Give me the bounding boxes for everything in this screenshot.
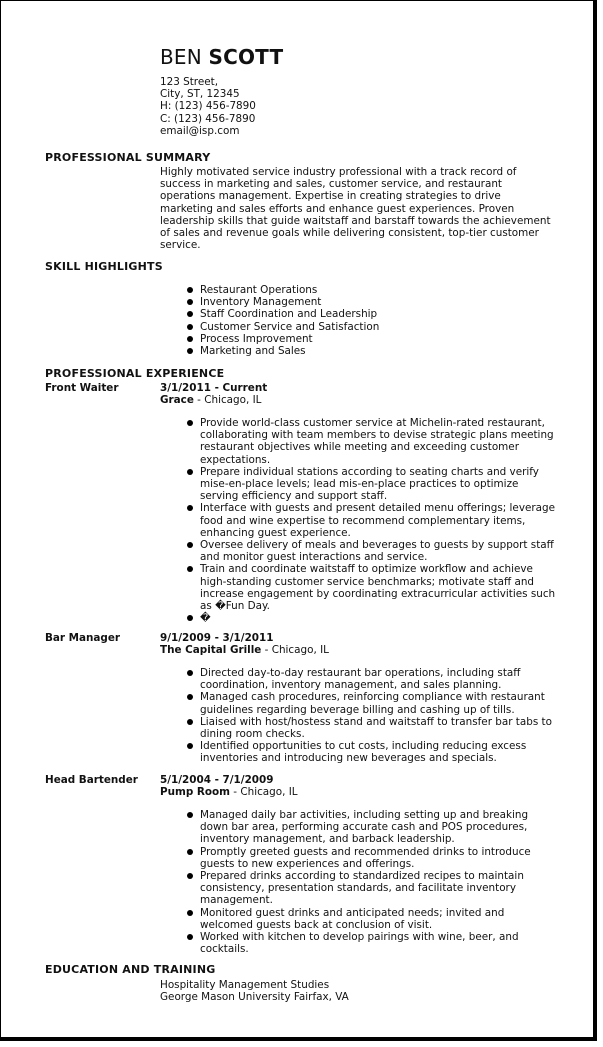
- list-item: Promptly greeted guests and recommended drinks to introduce guests to new experiences and offerings.: [181, 846, 556, 870]
- job-bullets: [181, 667, 556, 765]
- list-item: Identified opportunities to cut costs, including reducing excess inventories and introducing new beverages and specials.: [181, 740, 556, 764]
- bullet-icon: [187, 311, 193, 317]
- list-item: Liaised with host/hostess stand and waitstaff to transfer bar tabs to dining room checks.: [181, 716, 556, 740]
- list-item: Inventory Management: [181, 296, 379, 308]
- summary-text: Highly motivated service industry professional with a track record of success in marketing and sales, customer service, and restaurant operations management. Expertise in creating strategies to drive marketing and sales efforts and enhance guest experiences. Proven leadership skills that guide waitstaff and barstaff towards the achievement of sales and revenue goals while delivering consistent, top-tier customer service.: [160, 166, 551, 252]
- list-item: Monitored guest drinks and anticipated needs; invited and welcomed guests back at conclusion of visit.: [181, 907, 556, 931]
- job-dates: 5/1/2004 - 7/1/2009: [160, 774, 274, 786]
- bullet-icon: [187, 348, 193, 354]
- bullet-icon: [187, 336, 193, 342]
- list-item: Marketing and Sales: [181, 345, 379, 357]
- bullet-icon: [187, 420, 193, 426]
- candidate-name: [160, 45, 283, 69]
- list-item: Prepared drinks according to standardized recipes to maintain consistency, presentation standards, and facilitate inventory management.: [181, 870, 556, 907]
- first-name: BEN: [160, 45, 202, 69]
- company-name: Pump Room: [160, 786, 230, 798]
- bullet-icon: [187, 542, 193, 548]
- last-name: SCOTT: [208, 45, 284, 69]
- bullet-icon: [187, 299, 193, 305]
- bullet-icon: [187, 934, 193, 940]
- education-block: [160, 979, 349, 1003]
- contact-city: City, ST, 12345: [160, 88, 240, 101]
- bullet-icon: [187, 743, 193, 749]
- list-item: Managed daily bar activities, including setting up and breaking down bar area, performing accurate cash and POS procedures, inventory management, and barback leadership.: [181, 809, 556, 846]
- list-item: Train and coordinate waitstaff to optimize workflow and achieve high-standing customer service benchmarks; motivate staff and increase engagement by coordinating extracurricular activities such as �Fun Day.: [181, 563, 556, 612]
- bullet-icon: [187, 719, 193, 725]
- bullet-icon: [187, 505, 193, 511]
- list-item: Provide world-class customer service at Michelin-rated restaurant, collaborating with team members to devise strategic plans meeting restaurant objectives while meeting and exceeding customer expectations.: [181, 417, 556, 466]
- bullet-icon: [187, 566, 193, 572]
- list-item: �: [181, 612, 556, 624]
- job-company: [160, 394, 261, 406]
- company-location: - Chicago, IL: [230, 786, 298, 798]
- job-title: Bar Manager: [45, 632, 121, 644]
- summary-heading: PROFESSIONAL SUMMARY: [45, 151, 211, 164]
- list-item: Managed cash procedures, reinforcing compliance with restaurant guidelines regarding beverage billing and cashing up of tills.: [181, 691, 556, 715]
- bullet-icon: [187, 849, 193, 855]
- list-item: Oversee delivery of meals and beverages to guests by support staff and monitor guest interactions and service.: [181, 539, 556, 563]
- bullet-icon: [187, 910, 193, 916]
- skills-heading: SKILL HIGHLIGHTS: [45, 260, 163, 273]
- bullet-icon: [187, 812, 193, 818]
- list-item: Process Improvement: [181, 333, 379, 345]
- contact-home-phone: H: (123) 456-7890: [160, 100, 256, 113]
- company-name: Grace: [160, 394, 194, 406]
- education-heading: EDUCATION AND TRAINING: [45, 963, 216, 976]
- education-program: Hospitality Management Studies: [160, 979, 330, 991]
- job-title: Head Bartender: [45, 774, 138, 786]
- list-item: Customer Service and Satisfaction: [181, 321, 379, 333]
- job-bullets: [181, 809, 556, 955]
- contact-block: [160, 76, 256, 137]
- job-title: Front Waiter: [45, 382, 119, 394]
- list-item: Prepare individual stations according to seating charts and verify mise-en-place levels; lead mis-en-place practices to optimize serving efficiency and support staff.: [181, 466, 556, 503]
- bullet-icon: [187, 670, 193, 676]
- list-item: Staff Coordination and Leadership: [181, 308, 379, 320]
- education-school: George Mason University Fairfax, VA: [160, 991, 349, 1004]
- contact-street: 123 Street,: [160, 76, 219, 88]
- experience-heading: PROFESSIONAL EXPERIENCE: [45, 367, 225, 380]
- contact-cell-phone: C: (123) 456-7890: [160, 112, 256, 125]
- job-bullets: [181, 417, 556, 624]
- company-location: - Chicago, IL: [261, 644, 329, 656]
- bullet-icon: [187, 324, 193, 330]
- list-item: Restaurant Operations: [181, 284, 379, 296]
- bullet-icon: [187, 287, 193, 293]
- job-dates: 3/1/2011 - Current: [160, 382, 268, 394]
- list-item: Directed day-to-day restaurant bar operations, including staff coordination, inventory management, and sales planning.: [181, 667, 556, 691]
- list-item: Worked with kitchen to develop pairings with wine, beer, and cocktails.: [181, 931, 556, 955]
- job-dates: 9/1/2009 - 3/1/2011: [160, 632, 274, 644]
- list-item: Interface with guests and present detailed menu offerings; leverage food and wine expertise to recommend complementary items, enhancing guest experience.: [181, 502, 556, 539]
- job-company: [160, 786, 298, 798]
- bullet-icon: [187, 469, 193, 475]
- bullet-icon: [187, 873, 193, 879]
- contact-email: email@isp.com: [160, 124, 240, 137]
- bullet-icon: [187, 615, 193, 621]
- job-company: [160, 644, 329, 656]
- bullet-icon: [187, 694, 193, 700]
- skills-list: [181, 284, 379, 357]
- company-location: - Chicago, IL: [193, 394, 262, 406]
- company-name: The Capital Grille: [160, 644, 262, 656]
